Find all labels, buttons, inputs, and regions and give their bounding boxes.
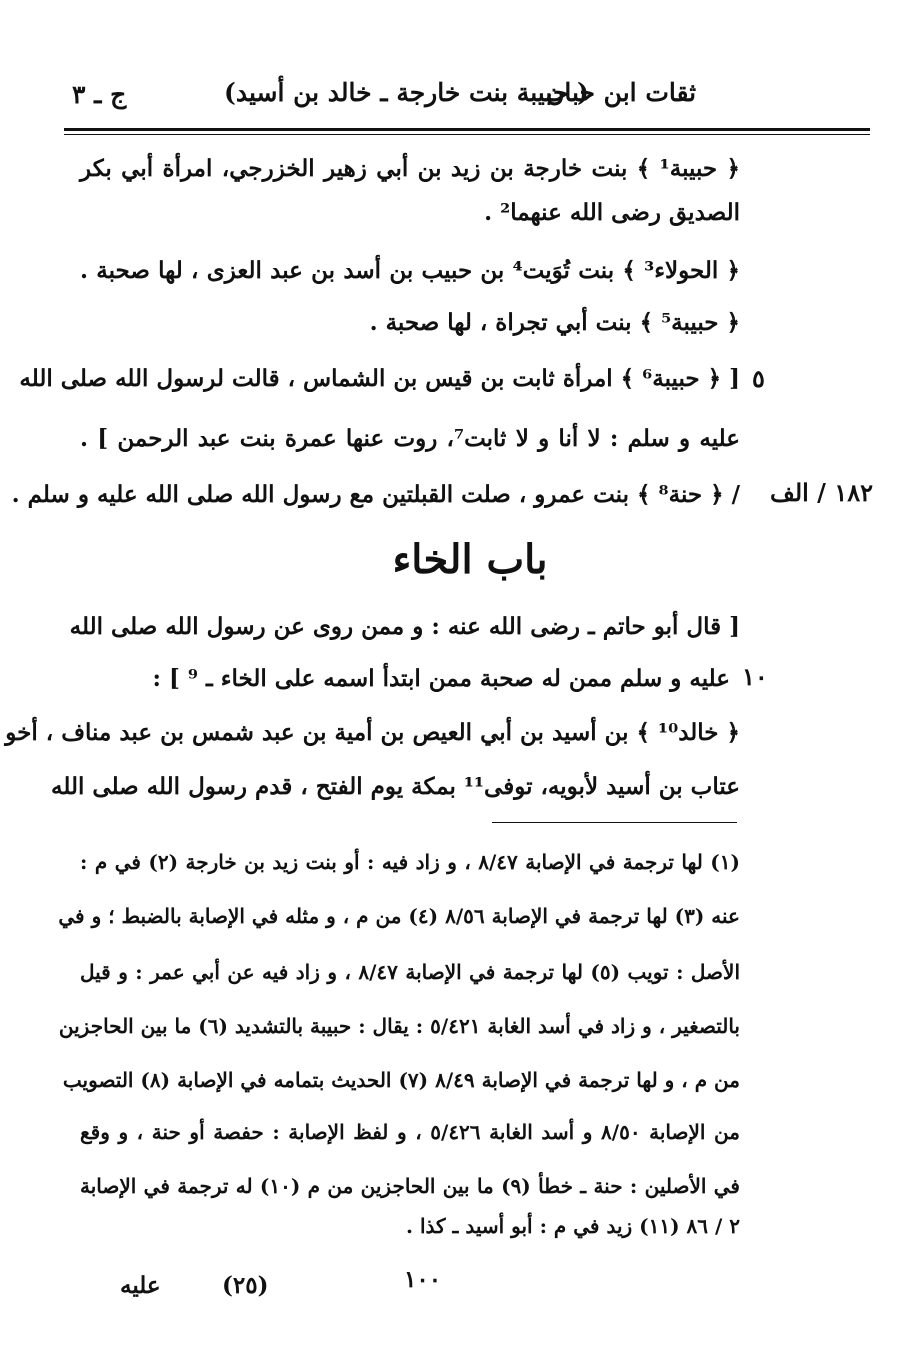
header-rule-thin [64,134,870,135]
header-book-title: ثقات ابن حبان [546,78,697,107]
footnote-line-4: بالتصغير ، و زاد في أسد الغابة ٥/٤٢١ : يقال : حبيبة بالتشديد (٦) ما بين الحاجزين [58,1014,740,1038]
header-section-range: ( حبيبة بنت خارجة ـ خالد بن أسيد) [224,78,589,107]
footer-signature: (٢٥) [222,1272,269,1299]
footer-catchword: عليه [120,1272,161,1299]
body-line-1: ﴿ حبيبة¹ ﴾ بنت خارجة بن زيد بن أبي زهير الخزرجي، امرأة أبي بكر [80,155,740,182]
footnote-line-8: ٢ / ٨٦ (١١) زيد في م : أبو أسيد ـ كذا . [406,1214,740,1238]
footnote-line-7: في الأصلين : حنة ـ خطأ (٩) ما بين الحاجزين من م (١٠) له ترجمة في الإصابة [80,1174,740,1198]
body-line-3: ﴿ الحولاء³ ﴾ بنت تُوَيت⁴ بن حبيب بن أسد بن عبد العزى ، لها صحبة . [80,257,740,284]
footnote-separator [492,822,737,823]
footnote-line-2: عنه (٣) لها ترجمة في الإصابة ٨/٥٦ (٤) من م ، و مثله في الإصابة بالضبط ؛ و في [58,904,740,928]
chapter-line-4: عتاب بن أسيد لأبويه، توفى¹¹ بمكة يوم الفتح ، قدم رسول الله صلى الله [51,773,740,800]
body-line-6: عليه و سلم : لا أنا و لا ثابت⁷، روت عنها عمرة بنت عبد الرحمن ] . [80,425,740,452]
body-line-5: [ ﴿ حبيبة⁶ ﴾ امرأة ثابت بن قيس بن الشماس ، قالت لرسول الله صلى الله [19,365,740,392]
footnote-line-1: (١) لها ترجمة في الإصابة ٨/٤٧ ، و زاد فيه : أو بنت زيد بن خارجة (٢) في م : [80,850,740,874]
footnote-line-6: من الإصابة ٨/٥٠ و أسد الغابة ٥/٤٢٦ ، و لفظ الإصابة : حفصة أو حنة ، و وقع [80,1120,740,1144]
body-line-2: الصديق رضى الله عنهما² . [484,199,740,226]
header-rule-thick [64,128,870,131]
body-line-7: / ﴿ حنة⁸ ﴾ بنت عمرو ، صلت القبلتين مع رسول الله صلى الله عليه و سلم . [11,481,740,508]
footnote-line-5: من م ، و لها ترجمة في الإصابة ٨/٤٩ (٧) الحديث بتمامه في الإصابة (٨) التصويب [62,1068,740,1092]
footnote-line-3: الأصل : تويب (٥) لها ترجمة في الإصابة ٨/٤٧ ، و زاد فيه عن أبي عمر : و قيل [80,960,740,984]
body-line-4: ﴿ حبيبة⁵ ﴾ بنت أبي تجراة ، لها صحبة . [369,309,740,336]
header-volume: ج ـ ٣ [72,80,127,109]
footer-page-number: ١٠٠ [404,1266,442,1293]
chapter-title: باب الخاء [392,536,548,583]
margin-line-number-10: ١٠ [742,662,768,691]
chapter-line-2: عليه و سلم ممن له صحبة ممن ابتدأ اسمه على الخاء ـ ⁹ ] : [152,665,730,692]
margin-line-number-5: ٥ [752,364,765,393]
chapter-line-1: [ قال أبو حاتم ـ رضى الله عنه : و ممن روى عن رسول الله صلى الله [69,613,740,640]
margin-folio-marker: ١٨٢ / الف [770,478,873,507]
chapter-line-3: ﴿ خالد¹⁰ ﴾ بن أسيد بن أبي العيص بن أمية بن عبد شمس بن عبد مناف ، أخو [5,719,740,746]
